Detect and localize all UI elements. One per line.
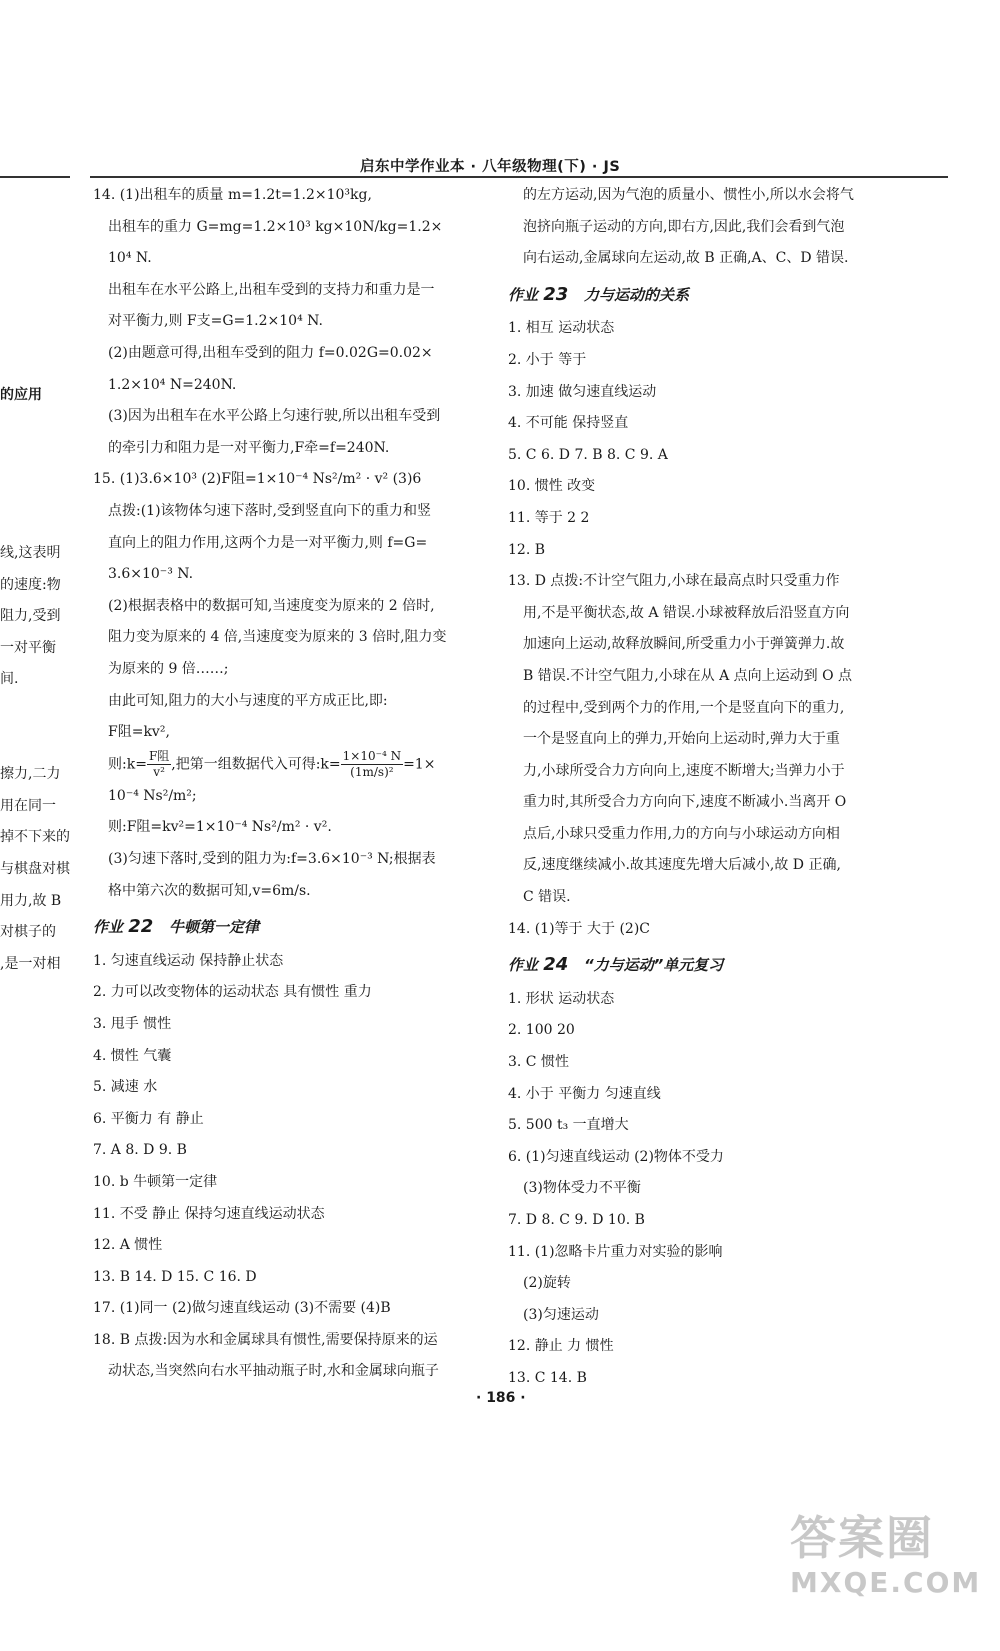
left-frag: 擦力,二力	[0, 766, 61, 783]
left-frag: 的速度:物	[0, 576, 61, 593]
answer-line: 5. 减速 水	[93, 1079, 158, 1096]
answer-line: 3. C 惯性	[508, 1054, 569, 1071]
answer-line: 的过程中,受到两个力的作用,一个是竖直向下的重力,	[523, 699, 845, 716]
answer-line: 重力时,其所受合力方向向下,速度不断减小.当离开 O	[523, 794, 847, 811]
answer-line: 18. B 点拨:因为水和金属球具有惯性,需要保持原来的运	[93, 1331, 438, 1348]
heading-number: 23	[543, 283, 569, 305]
answer-line: 14. (1)出租车的质量 m=1.2t=1.2×10³kg,	[93, 187, 372, 203]
answer-line: 7. D 8. C 9. D 10. B	[508, 1212, 645, 1228]
answer-line: 4. 惯性 气囊	[93, 1047, 172, 1064]
answer-line: (3)物体受力不平衡	[523, 1180, 641, 1197]
answer-line: 11. (1)忽略卡片重力对实验的影响	[508, 1243, 723, 1260]
section-heading-23	[508, 279, 948, 312]
left-frag: 间.	[0, 671, 19, 688]
answer-line: 13. D 点拨:不计空气阻力,小球在最高点时只受重力作	[508, 573, 840, 590]
answer-line: 泡挤向瓶子运动的方向,即右方,因此,我们会看到气泡	[523, 218, 845, 235]
answer-line: 力,小球所受合力方向向上,速度不断增大;当弹力小于	[523, 762, 845, 779]
answer-line: 10. b 牛顿第一定律	[93, 1173, 218, 1190]
page-number: · 186 ·	[476, 1390, 526, 1406]
answer-line: (3)因为出租车在水平公路上匀速行驶,所以出租车受到	[108, 408, 441, 425]
formula-text: 则:k=	[108, 756, 147, 773]
answer-line: 1.2×10⁴ N=240N.	[108, 376, 237, 393]
answer-line: 3. 甩手 惯性	[93, 1015, 172, 1032]
answer-line: 点拨:(1)该物体匀速下落时,受到竖直向下的重力和竖	[108, 502, 431, 519]
watermark-url: MXQE.COM	[790, 1566, 982, 1599]
left-frag: ,是一对相	[0, 955, 61, 972]
answer-line: B 错误.不计空气阻力,小球在从 A 点向上运动到 O 点	[523, 667, 853, 684]
left-column-fragment	[0, 380, 70, 980]
heading-number: 24	[543, 954, 569, 976]
left-frag	[0, 412, 70, 444]
answer-line: 反,速度继续减小.故其速度先增大后减小,故 D 正确,	[523, 857, 841, 874]
left-frag	[0, 475, 70, 507]
answer-line: 1. 匀速直线运动 保持静止状态	[93, 952, 284, 969]
fraction-denominator: v²	[153, 764, 165, 779]
answer-line: 对平衡力,则 F支=G=1.2×10⁴ N.	[108, 313, 323, 330]
left-frag: 用在同一	[0, 797, 56, 814]
fraction-numerator: 1×10⁻⁴ N	[342, 748, 402, 763]
answer-line: C 错误.	[523, 889, 571, 906]
answer-line: (2)旋转	[523, 1275, 571, 1292]
answer-line: 15. (1)3.6×10³ (2)F阻=1×10⁻⁴ Ns²/m² · v² (3)6	[93, 471, 422, 488]
left-frag: 线,这表明	[0, 544, 61, 561]
section-heading-24	[508, 949, 948, 982]
middle-column	[93, 180, 495, 1388]
answer-line: 2. 100 20	[508, 1022, 575, 1039]
answer-line: 为原来的 9 倍……;	[108, 660, 229, 677]
heading-number: 22	[128, 916, 154, 938]
answer-line: (2)根据表格中的数据可知,当速度变为原来的 2 倍时,	[108, 597, 435, 614]
answer-line: 2. 小于 等于	[508, 351, 587, 368]
heading-prefix: 作业	[508, 285, 539, 304]
watermark	[790, 1510, 981, 1599]
answer-line: 3. 加速 做匀速直线运动	[508, 383, 657, 400]
answer-line: 点后,小球只受重力作用,力的方向与小球运动方向相	[523, 825, 840, 842]
answer-line: 2. 力可以改变物体的运动状态 具有惯性 重力	[93, 984, 372, 1001]
answer-line: 由此可知,阻力的大小与速度的平方成正比,即:	[108, 692, 388, 709]
answer-line: 14. (1)等于 大于 (2)C	[508, 920, 650, 937]
answer-line: 6. 平衡力 有 静止	[93, 1110, 204, 1127]
formula-line	[93, 749, 495, 781]
answer-line: 出租车在水平公路上,出租车受到的支持力和重力是一	[108, 281, 435, 298]
answer-line: 12. B	[508, 541, 546, 558]
heading-prefix: 作业	[93, 918, 124, 937]
answer-line: 5. 500 t₃ 一直增大	[508, 1117, 629, 1134]
heading-prefix: 作业	[508, 956, 539, 975]
answer-line: 动状态,当突然向右水平抽动瓶子时,水和金属球向瓶子	[108, 1363, 439, 1380]
header-rule	[90, 176, 948, 178]
answer-line: 10⁴ N.	[108, 250, 152, 267]
answer-line: 6. (1)匀速直线运动 (2)物体不受力	[508, 1148, 724, 1165]
answer-line: 4. 不可能 保持竖直	[508, 415, 629, 432]
answer-line: (3)匀速运动	[523, 1306, 599, 1323]
answer-line: 一个是竖直向上的弹力,开始向上运动时,弹力大于重	[523, 731, 840, 748]
left-frag	[0, 696, 70, 728]
left-frag: 用力,故 B	[0, 892, 62, 909]
fraction	[147, 749, 171, 780]
answer-line: 10. 惯性 改变	[508, 478, 596, 495]
answer-line: 直向上的阻力作用,这两个力是一对平衡力,则 f=G=	[108, 534, 428, 551]
left-frag: 对棋子的	[0, 924, 56, 941]
answer-line: 12. A 惯性	[93, 1237, 163, 1254]
watermark-logo-text: 答案圈	[790, 1511, 934, 1565]
answer-line: 出租车的重力 G=mg=1.2×10³ kg×10N/kg=1.2×	[108, 218, 443, 235]
left-frag: 阻力,受到	[0, 608, 61, 625]
header-title: 启东中学作业本 · 八年级物理(下) · JS	[360, 159, 621, 175]
heading-title: 牛顿第一定律	[168, 918, 259, 937]
answer-line: F阻=kv²,	[108, 724, 170, 741]
answer-line: 4. 小于 平衡力 匀速直线	[508, 1085, 661, 1102]
left-frag: 与棋盘对棋	[0, 860, 70, 877]
answer-line: 7. A 8. D 9. B	[93, 1142, 187, 1159]
answer-line: 5. C 6. D 7. B 8. C 9. A	[508, 446, 668, 463]
left-frag: 掉不下来的	[0, 829, 70, 846]
left-frag	[0, 728, 70, 760]
answer-line: 11. 不受 静止 保持匀速直线运动状态	[93, 1205, 325, 1222]
answer-line: 格中第六次的数据可知,v=6m/s.	[108, 882, 311, 899]
answer-line: 13. B 14. D 15. C 16. D	[93, 1268, 257, 1285]
answer-line: 加速向上运动,故释放瞬间,所受重力小于弹簧弹力.故	[523, 636, 845, 653]
answer-line: 17. (1)同一 (2)做匀速直线运动 (3)不需要 (4)B	[93, 1300, 391, 1317]
answer-line: (2)由题意可得,出租车受到的阻力 f=0.02G=0.02×	[108, 344, 433, 361]
answer-line: 10⁻⁴ Ns²/m²;	[108, 787, 197, 804]
answer-line: 阻力变为原来的 4 倍,当速度变为原来的 3 倍时,阻力变	[108, 629, 447, 646]
fraction-denominator: (1m/s)²	[350, 764, 394, 779]
right-column	[508, 180, 948, 1395]
formula-text: =1×	[403, 756, 436, 773]
answer-line: 用,不是平衡状态,故 A 错误.小球被释放后沿竖直方向	[523, 604, 850, 621]
answer-line: 则:F阻=kv²=1×10⁻⁴ Ns²/m² · v².	[108, 819, 332, 836]
answer-line: 1. 相互 运动状态	[508, 320, 615, 337]
answer-line: 11. 等于 2 2	[508, 509, 590, 526]
answer-line: 3.6×10⁻³ N.	[108, 566, 194, 583]
heading-title: “力与运动”单元复习	[583, 956, 724, 975]
left-frag: 的应用	[0, 387, 42, 403]
section-heading-22	[93, 911, 495, 944]
answer-line: 的左方运动,因为气泡的质量小、惯性小,所以水会将气	[523, 187, 854, 203]
answer-line: 13. C 14. B	[508, 1369, 587, 1386]
left-frag	[0, 443, 70, 475]
heading-title: 力与运动的关系	[583, 285, 689, 304]
answer-line: 向右运动,金属球向左运动,故 B 正确,A、C、D 错误.	[523, 250, 849, 267]
answer-line: 1. 形状 运动状态	[508, 990, 615, 1007]
answer-line: (3)匀速下落时,受到的阻力为:f=3.6×10⁻³ N;根据表	[108, 850, 436, 867]
answer-line: 的牵引力和阻力是一对平衡力,F牵=f=240N.	[108, 439, 390, 456]
fraction	[341, 749, 403, 780]
fraction-numerator: F阻	[148, 748, 170, 763]
left-frag: 一对平衡	[0, 639, 56, 656]
formula-text: ,把第一组数据代入可得:k=	[171, 756, 341, 773]
left-frag	[0, 506, 70, 538]
header-rule-left	[0, 176, 70, 178]
answer-line: 12. 静止 力 惯性	[508, 1338, 614, 1355]
